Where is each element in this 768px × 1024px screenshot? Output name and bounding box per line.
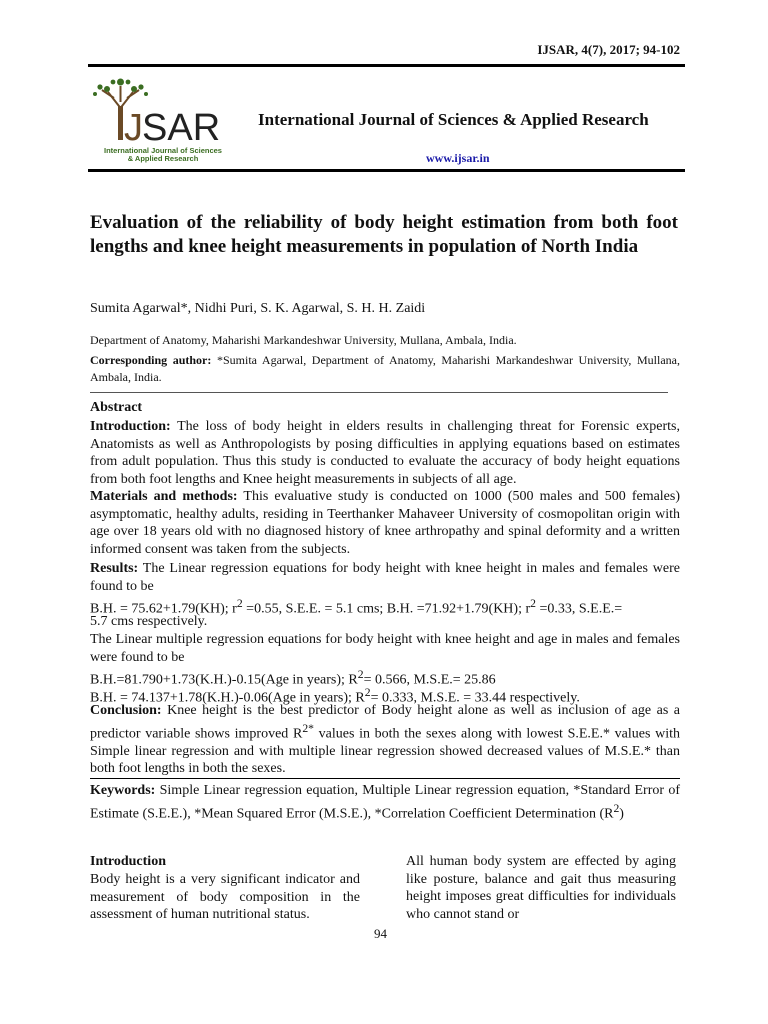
introduction-right-column: All human body system are effected by aging like posture, balance and gait thus measuring height imposes great difficulties for individuals who cannot stand or <box>406 854 676 922</box>
equation-part: =0.55, S.E.E. = 5.1 cms; B.H. =71.92+1.79(KH); r <box>242 601 531 617</box>
svg-text:SAR: SAR <box>142 107 221 149</box>
journal-name: International Journal of Sciences & Applied Research <box>258 110 649 129</box>
abstract-conclusion-text: Knee height is the best predictor of Body height alone as well as inclusion of age as a predictor variable shows improved R <box>90 703 680 742</box>
superscript: 2 <box>364 686 371 699</box>
page-number: 94 <box>374 926 387 941</box>
affiliation: Department of Anatomy, Maharishi Markandeshwar University, Mullana, Ambala, India. <box>90 333 517 347</box>
abstract-heading: Abstract <box>90 400 143 415</box>
journal-url-link[interactable]: www.ijsar.in <box>426 151 490 165</box>
corresponding-label: Corresponding author: <box>90 353 212 367</box>
corresponding-text: *Sumita Agarwal, Department of Anatomy, Maharishi Markandeshwar University, Mullana, Ambala, India. <box>90 353 681 384</box>
superscript: 2 <box>236 597 243 610</box>
abstract-multiple-regression: The Linear multiple regression equations for body height with knee height and age in males and females were found to be <box>90 632 680 665</box>
keywords <box>90 782 680 823</box>
keywords-rule <box>90 778 680 779</box>
abstract-methods-label: Materials and methods: <box>90 489 238 504</box>
equation-part: = 0.333, M.S.E. = 33.44 respectively. <box>370 690 580 706</box>
header-rule-top <box>88 64 685 67</box>
abstract-conclusion-label: Conclusion: <box>90 703 162 718</box>
keywords-text: Simple Linear regression equation, Multiple Linear regression equation, *Standard Error of Estimate (S.E.E.), *Mean Squared Error (M.S.E.), *Correlation Coefficient Determination (R <box>90 783 680 822</box>
equation-part: =0.33, S.E.E.= <box>535 601 623 617</box>
logo-subtitle-line1: International Journal of Sciences <box>104 146 222 155</box>
corresponding-author <box>90 352 680 386</box>
svg-text:J: J <box>124 107 143 149</box>
authors: Sumita Agarwal*, Nidhi Puri, S. K. Agarwal, S. H. H. Zaidi <box>90 301 426 316</box>
keywords-label: Keywords: <box>90 783 156 798</box>
equation-part: B.H. = 74.137+1.78(K.H.)-0.06(Age in years); R <box>90 690 365 706</box>
abstract-conclusion <box>90 702 680 778</box>
equation-continuation: 5.7 cms respectively. <box>90 614 208 629</box>
abstract-introduction <box>90 418 680 488</box>
paper-title: Evaluation of the reliability of body height estimation from both foot lengths and knee height measurements in population of North India <box>90 212 678 257</box>
superscript: 2 <box>530 597 536 610</box>
abstract-conclusion-text-cont: values in both the sexes along with lowest S.E.E.* values with Simple linear regression and with multiple linear regression showed decreased values of M.S.E.* than both foot lengths in both the sexes. <box>90 726 680 777</box>
introduction-heading: Introduction <box>90 854 166 869</box>
keywords-end: ) <box>619 806 624 822</box>
abstract-results-label: Results: <box>90 561 139 576</box>
equation-part: B.H. = 75.62+1.79(KH); r <box>90 601 237 617</box>
abstract-results-text: The Linear regression equations for body height with knee height in males and females were found to be <box>90 561 680 594</box>
header-rule-bottom <box>88 169 685 172</box>
equation-part: = 0.566, M.S.E.= 25.86 <box>363 672 496 688</box>
abstract-intro-label: Introduction: <box>90 419 171 434</box>
citation: IJSAR, 4(7), 2017; 94-102 <box>537 42 680 57</box>
introduction-left-column: Body height is a very significant indicator and measurement of body composition in the assessment of human nutritional status. <box>90 872 360 923</box>
abstract-methods <box>90 488 680 558</box>
logo-subtitle <box>98 147 228 163</box>
superscript: 2* <box>302 721 314 735</box>
superscript: 2 <box>357 668 364 681</box>
abstract-results <box>90 560 680 595</box>
logo-subtitle-line2: & Applied Research <box>127 154 199 163</box>
separator-line <box>90 392 668 393</box>
abstract-methods-text: This evaluative study is conducted on 1000 (500 males and 500 females) asymptomatic, healthy adults, residing in Teerthanker Mahaveer University of cosmopolitan origin with age over 18 years old with no diagnosed history of knee arthropathy and spinal deformity and a written informed consent was taken from the subjects. <box>90 489 681 557</box>
abstract-intro-text: The loss of body height in elders results in challenging threat for Forensic experts, Anatomists as well as Anthropologists by posing difficulties in applying equations based on estimates from adult population. Thus this study is conducted to evaluate the accuracy of body height equations from both foot lengths and Knee height measurements in subjects of all age. <box>90 419 680 487</box>
equation-part: B.H.=81.790+1.73(K.H.)-0.15(Age in years); R <box>90 672 358 688</box>
superscript: 2 <box>613 801 620 815</box>
